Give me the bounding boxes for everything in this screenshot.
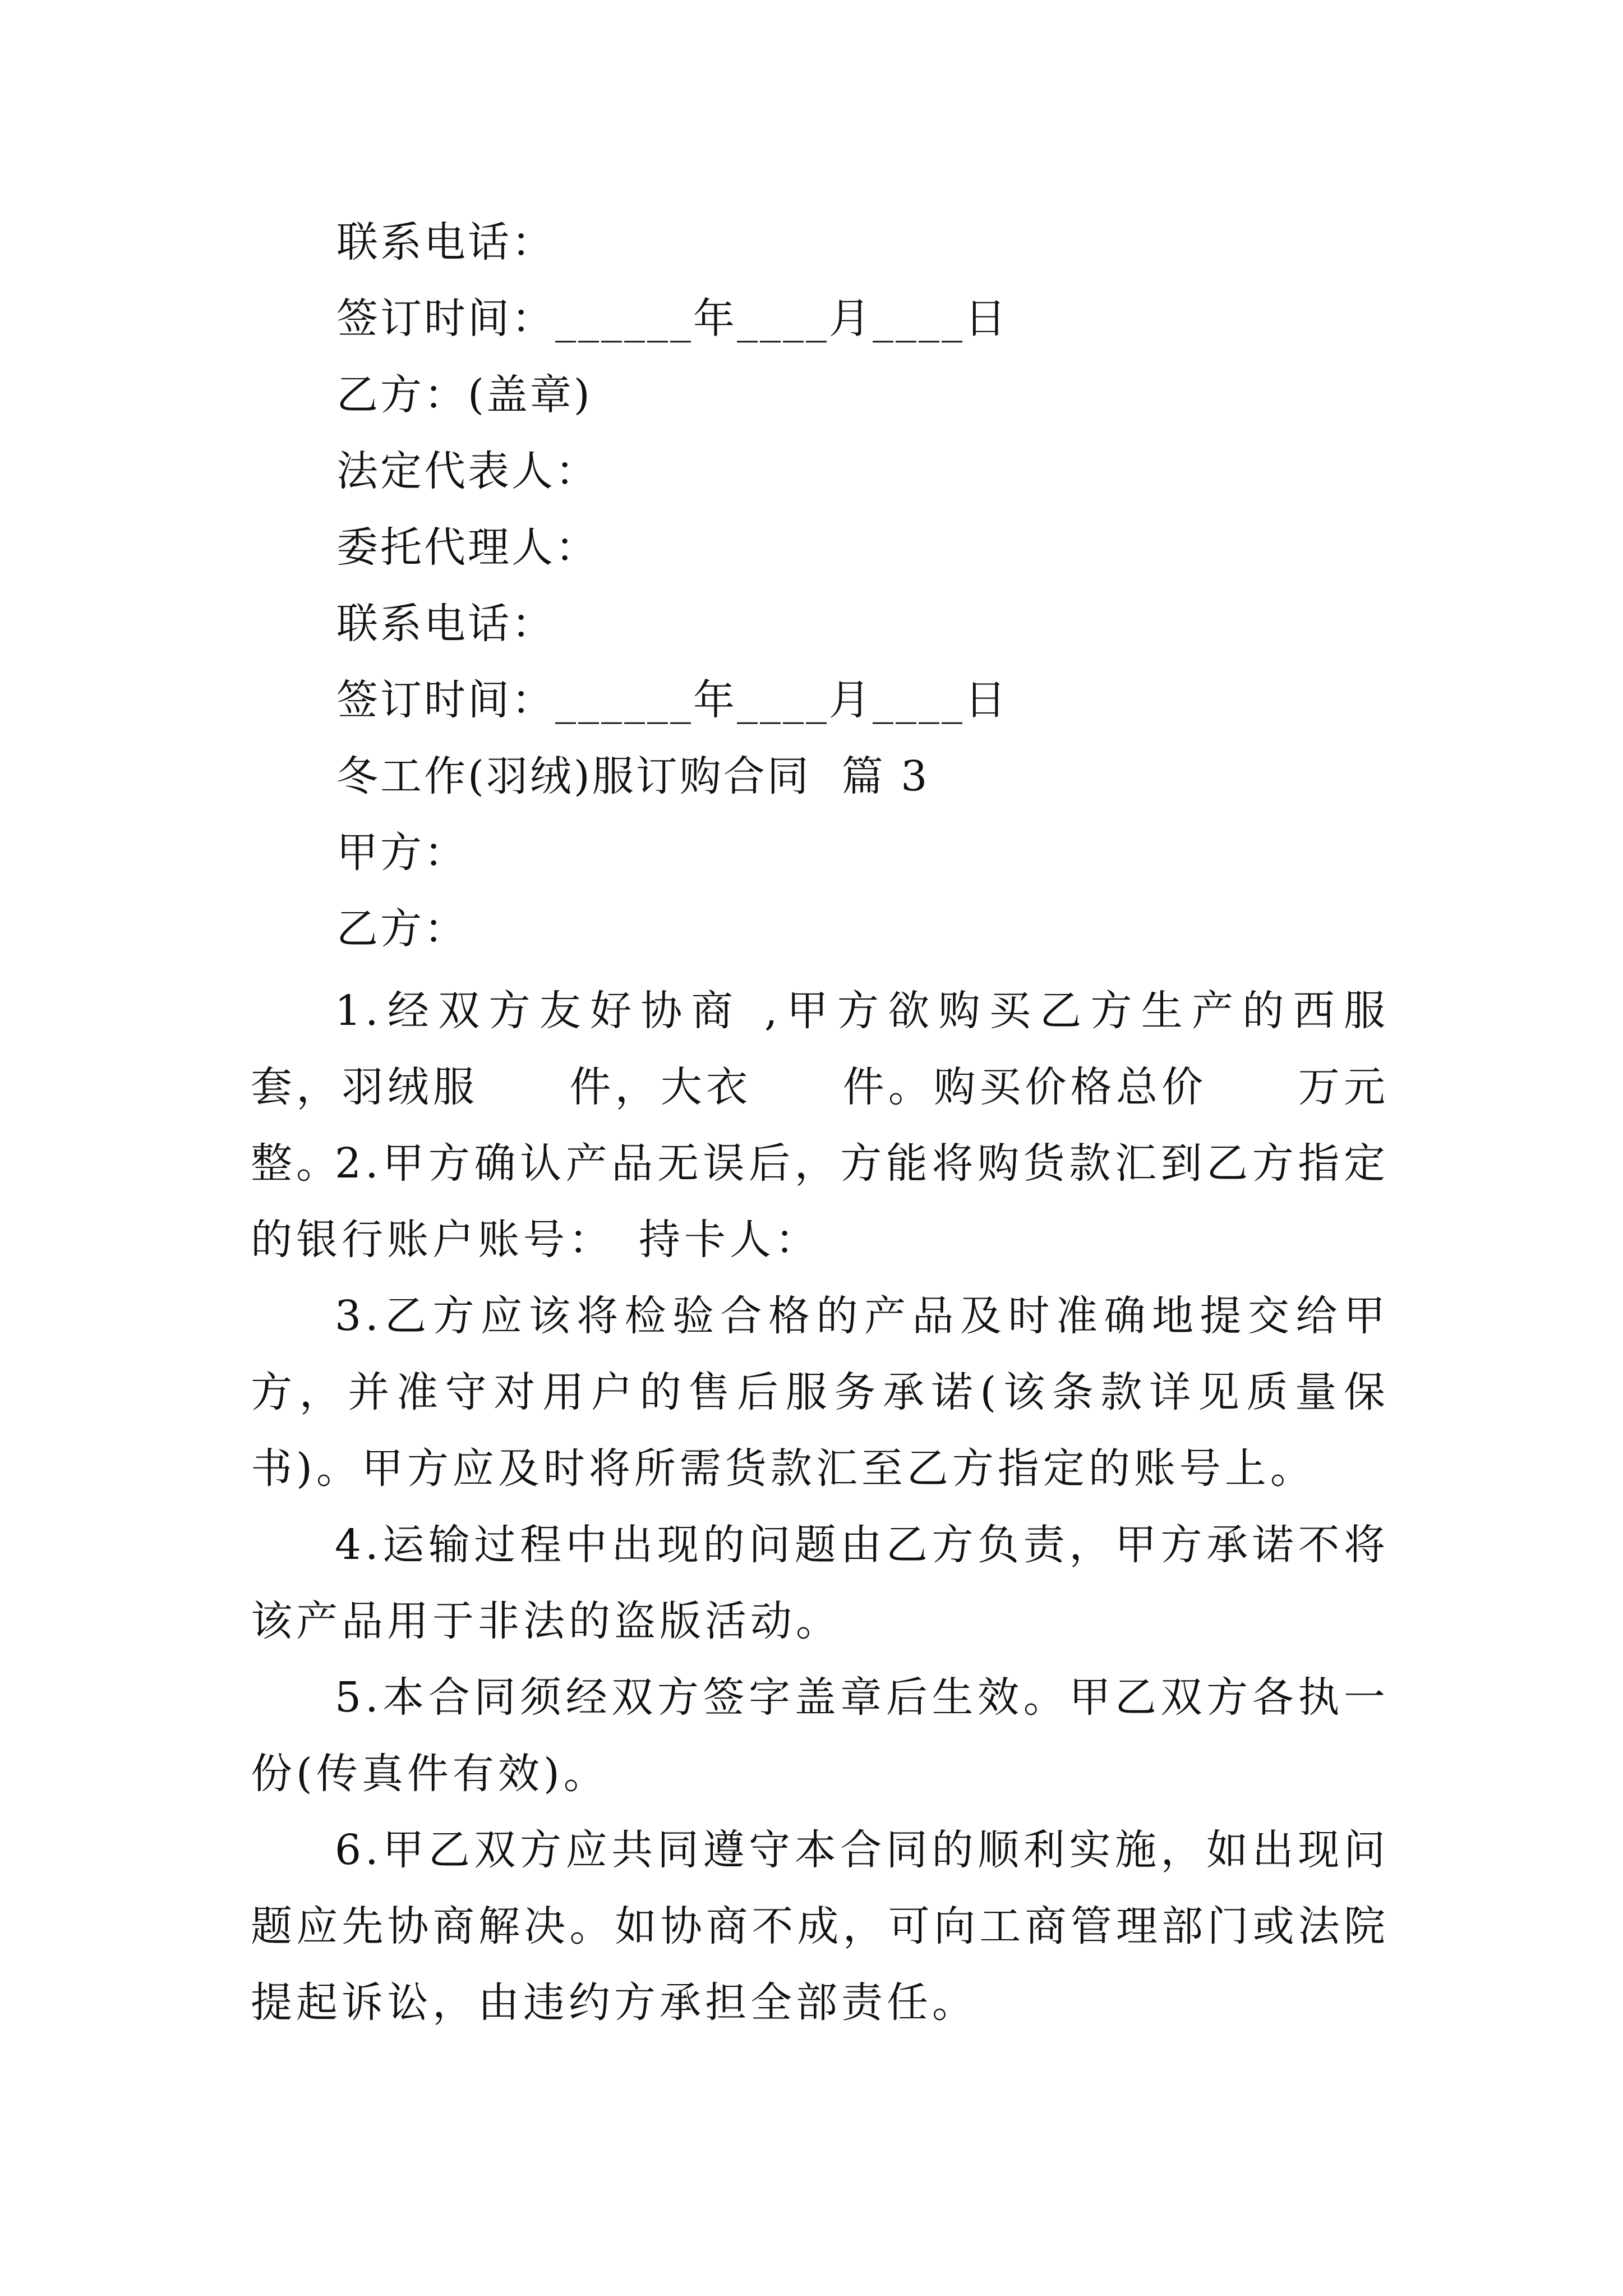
- clause-6: 6.甲乙双方应共同遵守本合同的顺利实施，如出现问题应先协商解决。如协商不成，可向工商管理部门或法院提起诉讼，由违约方承担全部责任。: [251, 1826, 1389, 2027]
- party-b-line: 乙方：: [336, 905, 468, 953]
- clause-1: 1.经双方友好协商 ,甲方欲购买乙方生产的西服 套，羽绒服 件，大衣 件。购买价格总价 万元整。: [251, 987, 1480, 1188]
- party-b-seal-line: 乙方：(盖章): [336, 371, 592, 419]
- clause-2: 2.甲方确认产品无误后，方能将购货款汇到乙方指定的银行账户账号： 持卡人：: [251, 1139, 1389, 1264]
- authorized-agent-line: 委托代理人：: [336, 523, 599, 572]
- clause-4: 4.运输过程中出现的问题由乙方负责，甲方承诺不将该产品用于非法的盗版活动。: [251, 1521, 1389, 1645]
- contact-phone-line-a: 联系电话：: [336, 218, 555, 266]
- contact-phone-line-b: 联系电话：: [336, 600, 555, 648]
- sign-date-line-b: 签订时间：______年____月____日: [336, 676, 1008, 724]
- clause-5: 5.本合同须经双方签字盖章后生效。甲乙双方各执一份(传真件有效)。: [251, 1673, 1389, 1798]
- legal-representative-line: 法定代表人：: [336, 447, 599, 495]
- clause-3: 3.乙方应该将检验合格的产品及时准确地提交给甲方，并准守对用户的售后服务承诺(该条款详见质量保书)。甲方应及时将所需货款汇至乙方指定的账号上。: [251, 1292, 1389, 1493]
- sign-date-line-a: 签订时间：______年____月____日: [336, 295, 1008, 343]
- section-title: 冬工作(羽绒)服订购合同 篇 3: [336, 752, 930, 800]
- party-a-line: 甲方：: [336, 829, 468, 877]
